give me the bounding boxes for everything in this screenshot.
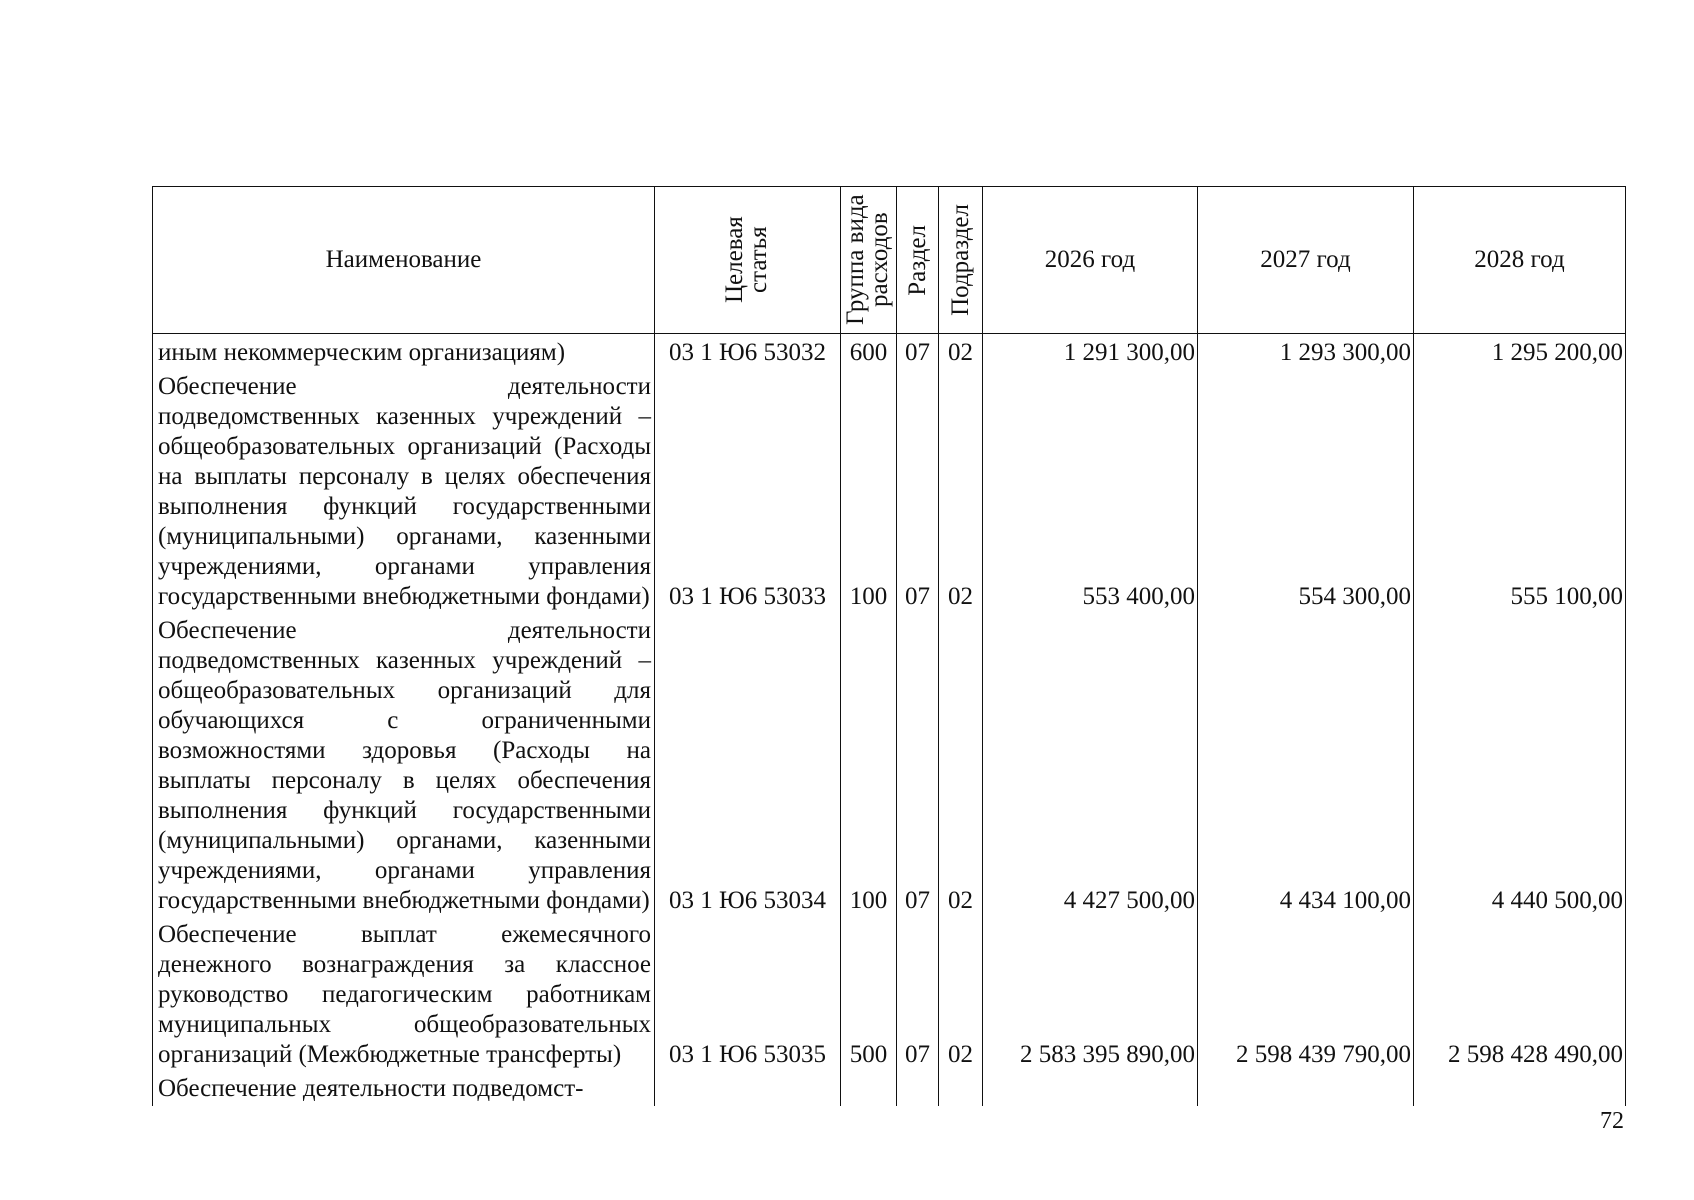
row-subsection: 02 <box>939 368 983 612</box>
header-name: Наименование <box>153 187 655 334</box>
empty-cell <box>1414 1070 1626 1106</box>
row-amount-2026: 4 427 500,00 <box>983 612 1198 916</box>
table-row <box>153 916 1626 1070</box>
header-section <box>897 187 939 334</box>
row-amount-2028: 555 100,00 <box>1414 368 1626 612</box>
row-amount-2028: 1 295 200,00 <box>1414 334 1626 369</box>
header-target-article <box>655 187 841 334</box>
header-section-label: Раздел <box>903 224 931 296</box>
row-name: иным некоммерческим организациям) <box>153 334 655 369</box>
empty-cell <box>939 1070 983 1106</box>
row-name-continuation: Обеспечение деятельности подведомст- <box>153 1070 655 1106</box>
header-expense-group <box>841 187 897 334</box>
empty-cell <box>983 1070 1198 1106</box>
row-amount-2026: 2 583 395 890,00 <box>983 916 1198 1070</box>
empty-cell <box>841 1070 897 1106</box>
row-amount-2027: 1 293 300,00 <box>1198 334 1414 369</box>
row-target-article: 03 1 Ю6 53033 <box>655 368 841 612</box>
empty-cell <box>1198 1070 1414 1106</box>
row-target-article: 03 1 Ю6 53032 <box>655 334 841 369</box>
row-expense-group: 600 <box>841 334 897 369</box>
row-amount-2026: 1 291 300,00 <box>983 334 1198 369</box>
header-target-article-label: Целевая статья <box>720 216 772 304</box>
row-amount-2028: 4 440 500,00 <box>1414 612 1626 916</box>
row-subsection: 02 <box>939 916 983 1070</box>
row-name: Обеспечение выплат ежемесячного денежного вознаграждения за классное руководство педагогическим работникам муниципальных общеобразовательных организаций (Межбюджетные трансферты) <box>153 916 655 1070</box>
table-row <box>153 368 1626 612</box>
header-2027: 2027 год <box>1198 187 1414 334</box>
row-amount-2028: 2 598 428 490,00 <box>1414 916 1626 1070</box>
header-subsection-label: Подраздел <box>946 204 974 316</box>
row-subsection: 02 <box>939 334 983 369</box>
row-name: Обеспечение деятельности подведомственных казенных учреждений – общеобразовательных организаций (Расходы на выплаты персоналу в целях обеспечения выполнения функций государственными (муниципальными) органами, казенными учреждениями, органами управления государственными внебюджетными фондами) <box>153 368 655 612</box>
row-section: 07 <box>897 368 939 612</box>
table-row <box>153 334 1626 369</box>
row-expense-group: 100 <box>841 612 897 916</box>
empty-cell <box>897 1070 939 1106</box>
row-amount-2027: 2 598 439 790,00 <box>1198 916 1414 1070</box>
row-subsection: 02 <box>939 612 983 916</box>
row-amount-2027: 4 434 100,00 <box>1198 612 1414 916</box>
empty-cell <box>655 1070 841 1106</box>
header-2028: 2028 год <box>1414 187 1626 334</box>
row-expense-group: 100 <box>841 368 897 612</box>
header-subsection <box>939 187 983 334</box>
row-target-article: 03 1 Ю6 53034 <box>655 612 841 916</box>
table-body <box>153 334 1626 1107</box>
table-row <box>153 612 1626 916</box>
table-header <box>153 187 1626 334</box>
header-expense-group-label: Группа вида расходов <box>841 194 893 326</box>
header-2026: 2026 год <box>983 187 1198 334</box>
table-row-continuation <box>153 1070 1626 1106</box>
row-target-article: 03 1 Ю6 53035 <box>655 916 841 1070</box>
budget-table <box>152 186 1626 1106</box>
row-amount-2027: 554 300,00 <box>1198 368 1414 612</box>
page-number: 72 <box>1600 1108 1624 1134</box>
row-section: 07 <box>897 334 939 369</box>
row-section: 07 <box>897 916 939 1070</box>
row-name: Обеспечение деятельности подведомственных казенных учреждений – общеобразовательных организаций для обучающихся с ограниченными возможностями здоровья (Расходы на выплаты персоналу в целях обеспечения выполнения функций государственными (муниципальными) органами, казенными учреждениями, органами управления государственными внебюджетными фондами) <box>153 612 655 916</box>
row-section: 07 <box>897 612 939 916</box>
row-expense-group: 500 <box>841 916 897 1070</box>
row-amount-2026: 553 400,00 <box>983 368 1198 612</box>
